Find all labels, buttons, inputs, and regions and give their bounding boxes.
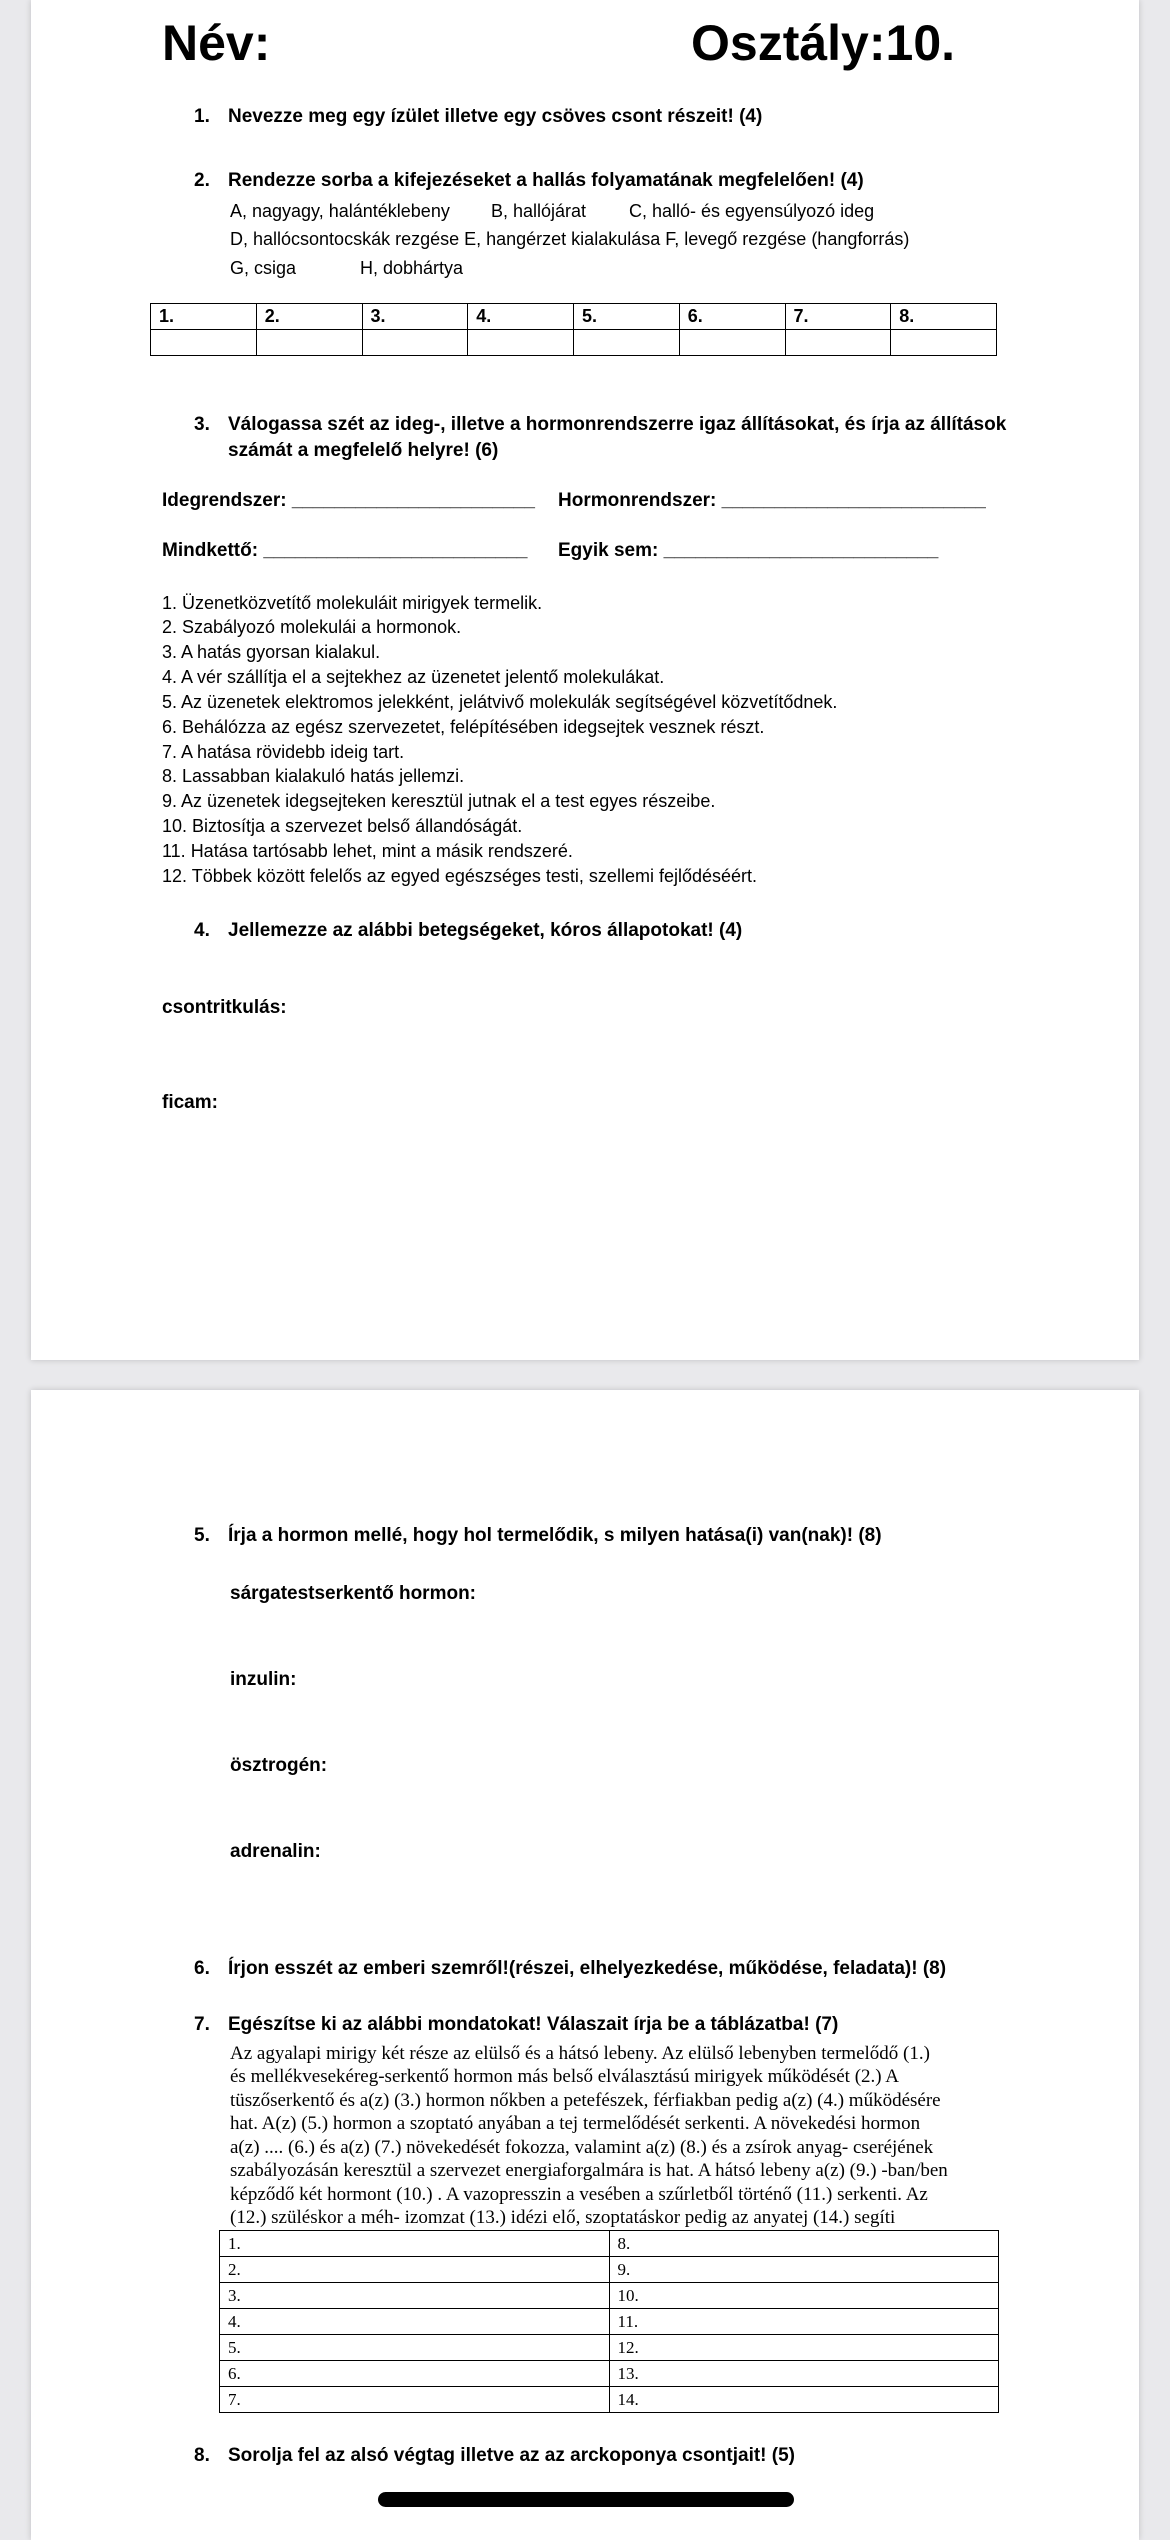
answer-cell xyxy=(362,330,468,356)
answer-cell xyxy=(151,330,257,356)
table-cell: 12. xyxy=(609,2335,999,2361)
paragraph-line: a(z) .... (6.) és a(z) (7.) növekedését fokozza, valamint a(z) (8.) és a zsírok anyag- cseréjének xyxy=(230,2137,934,2158)
list-item: 8. Lassabban kialakuló hatás jellemzi. xyxy=(162,766,465,786)
question-text: Rendezze sorba a kifejezéseket a hallás folyamatának megfelelően! (4) xyxy=(228,170,864,191)
category-egyik-sem: Egyik sem: __________________________ xyxy=(558,540,939,561)
table-row xyxy=(220,2257,999,2283)
worksheet-page-1 xyxy=(31,0,1139,1360)
paragraph-line: Az agyalapi mirigy két része az elülső és a hátsó lebeny. Az elülső lebenyben termelődő (1.) xyxy=(230,2043,930,2064)
table-cell: 14. xyxy=(609,2387,999,2413)
list-item: 1. Üzenetközvetítő molekuláit mirigyek termelik. xyxy=(162,593,543,613)
paragraph-line: szabályozásán keresztül a szervezet energiaforgalmára is hat. A hátsó lebeny a(z) (9.) -ban/ben xyxy=(230,2160,948,2181)
table-row xyxy=(220,2231,999,2257)
list-item: 9. Az üzenetek idegsejteken keresztül jutnak el a test egyes részeibe. xyxy=(162,791,716,811)
question-number: 1. xyxy=(194,106,210,127)
table-row xyxy=(220,2283,999,2309)
table-cell: 10. xyxy=(609,2283,999,2309)
table-cell: 2. xyxy=(256,304,362,330)
worksheet-page-2 xyxy=(31,1390,1139,2540)
option-g: G, csiga xyxy=(230,258,297,278)
answer-cell xyxy=(891,330,997,356)
question-number: 8. xyxy=(194,2445,210,2466)
question-text-line-2: számát a megfelelő helyre! (6) xyxy=(228,440,499,461)
list-item: 10. Biztosítja a szervezet belső állandóságát. xyxy=(162,816,523,836)
answer-cell xyxy=(785,330,891,356)
category-idegrendszer: Idegrendszer: _______________________ xyxy=(162,490,535,511)
table-row xyxy=(220,2361,999,2387)
list-item: 2. Szabályozó molekulái a hormonok. xyxy=(162,617,462,637)
table-cell: 3. xyxy=(220,2283,610,2309)
list-item: 5. Az üzenetek elektromos jelekként, jelátvivő molekulák segítségével közvetítődnek. xyxy=(162,692,838,712)
answer-cell xyxy=(256,330,362,356)
item-csontritkulas: csontritkulás: xyxy=(162,997,287,1018)
table-row xyxy=(220,2309,999,2335)
table-cell: 7. xyxy=(785,304,891,330)
question-number: 5. xyxy=(194,1525,210,1546)
table-cell: 5. xyxy=(220,2335,610,2361)
table-cell: 8. xyxy=(609,2231,999,2257)
option-c: C, halló- és egyensúlyozó ideg xyxy=(629,201,875,221)
answer-table xyxy=(219,2230,999,2413)
table-cell: 4. xyxy=(468,304,574,330)
question-text-line-1: Válogassa szét az ideg-, illetve a hormonrendszerre igaz állításokat, és írja az állítások xyxy=(228,414,1007,435)
answer-cell xyxy=(574,330,680,356)
table-row xyxy=(220,2387,999,2413)
table-cell: 3. xyxy=(362,304,468,330)
question-text: Jellemezze az alábbi betegségeket, kóros állapotokat! (4) xyxy=(228,920,743,941)
list-item: 3. A hatás gyorsan kialakul. xyxy=(162,642,381,662)
name-label: Név: xyxy=(162,15,271,71)
question-number: 3. xyxy=(194,414,210,435)
paragraph-line: tüszőserkentő és a(z) (3.) hormon nőkben a petefészek, férfiakban pedig a(z) (4.) működésére xyxy=(230,2090,941,2111)
paragraph-line: képződő két hormont (10.) . A vazopresszin a vesében a szűrletből történő (11.) serkenti. Az xyxy=(230,2184,928,2205)
table-cell: 6. xyxy=(679,304,785,330)
list-item: 6. Behálózza az egész szervezetet, felépítésében idegsejtek vesznek részt. xyxy=(162,717,765,737)
table-cell: 8. xyxy=(891,304,997,330)
question-text: Egészítse ki az alábbi mondatokat! Válaszait írja be a táblázatba! (7) xyxy=(228,2014,839,2035)
question-text: Sorolja fel az alsó végtag illetve az az arckoponya csontjait! (5) xyxy=(228,2445,796,2466)
table-row xyxy=(220,2335,999,2361)
question-text: Írjon esszét az emberi szemről!(részei, elhelyezkedése, működése, feladata)! (8) xyxy=(228,1958,947,1979)
home-indicator[interactable] xyxy=(378,2492,794,2507)
table-cell: 5. xyxy=(574,304,680,330)
category-hormonrendszer: Hormonrendszer: _________________________ xyxy=(558,490,986,511)
question-text: Nevezze meg egy ízület illetve egy csöves csont részeit! (4) xyxy=(228,106,763,127)
table-cell: 1. xyxy=(220,2231,610,2257)
question-text: Írja a hormon mellé, hogy hol termelődik, s milyen hatása(i) van(nak)! (8) xyxy=(228,1525,882,1546)
table-cell: 11. xyxy=(609,2309,999,2335)
table-cell: 4. xyxy=(220,2309,610,2335)
table-cell: 1. xyxy=(151,304,257,330)
order-table xyxy=(150,303,997,356)
question-number: 2. xyxy=(194,170,210,191)
class-label: Osztály:10. xyxy=(691,15,956,71)
table-cell: 13. xyxy=(609,2361,999,2387)
option-h: H, dobhártya xyxy=(360,258,464,278)
table-cell: 7. xyxy=(220,2387,610,2413)
hormone-item: sárgatestserkentő hormon: xyxy=(230,1583,477,1604)
paragraph-line: hat. A(z) (5.) hormon a szoptató anyában a tej termelődését serkenti. A növekedési hormon xyxy=(230,2113,921,2134)
item-ficam: ficam: xyxy=(162,1092,218,1113)
option-a: A, nagyagy, halántéklebeny xyxy=(230,201,450,221)
answer-cell xyxy=(468,330,574,356)
order-table-header-row xyxy=(151,304,997,330)
option-d-e-f: D, hallócsontocskák rezgése E, hangérzet kialakulása F, levegő rezgése (hangforrás) xyxy=(230,229,910,249)
table-cell: 9. xyxy=(609,2257,999,2283)
order-table-answer-row xyxy=(151,330,997,356)
answer-cell xyxy=(679,330,785,356)
table-cell: 2. xyxy=(220,2257,610,2283)
option-b: B, hallójárat xyxy=(491,201,587,221)
list-item: 7. A hatása rövidebb ideig tart. xyxy=(162,742,405,762)
category-mindketto: Mindkettő: _________________________ xyxy=(162,540,528,561)
list-item: 12. Többek között felelős az egyed egészséges testi, szellemi fejlődéséért. xyxy=(162,866,758,886)
question-number: 7. xyxy=(194,2014,210,2035)
list-item: 4. A vér szállítja el a sejtekhez az üzenetet jelentő molekulákat. xyxy=(162,667,665,687)
list-item: 11. Hatása tartósabb lehet, mint a másik rendszeré. xyxy=(162,841,573,861)
hormone-item: adrenalin: xyxy=(230,1841,321,1862)
question-number: 4. xyxy=(194,920,210,941)
paragraph-line: (12.) szüléskor a méh- izomzat (13.) idézi elő, szoptatáskor pedig az anyatej (14.) segíti xyxy=(230,2207,896,2228)
hormone-item: inzulin: xyxy=(230,1669,297,1690)
paragraph-line: és mellékvesekéreg-serkentő hormon más belső elválasztású mirigyek működését (2.) A xyxy=(230,2066,900,2087)
hormone-item: ösztrogén: xyxy=(230,1755,328,1776)
question-number: 6. xyxy=(194,1958,210,1979)
table-cell: 6. xyxy=(220,2361,610,2387)
